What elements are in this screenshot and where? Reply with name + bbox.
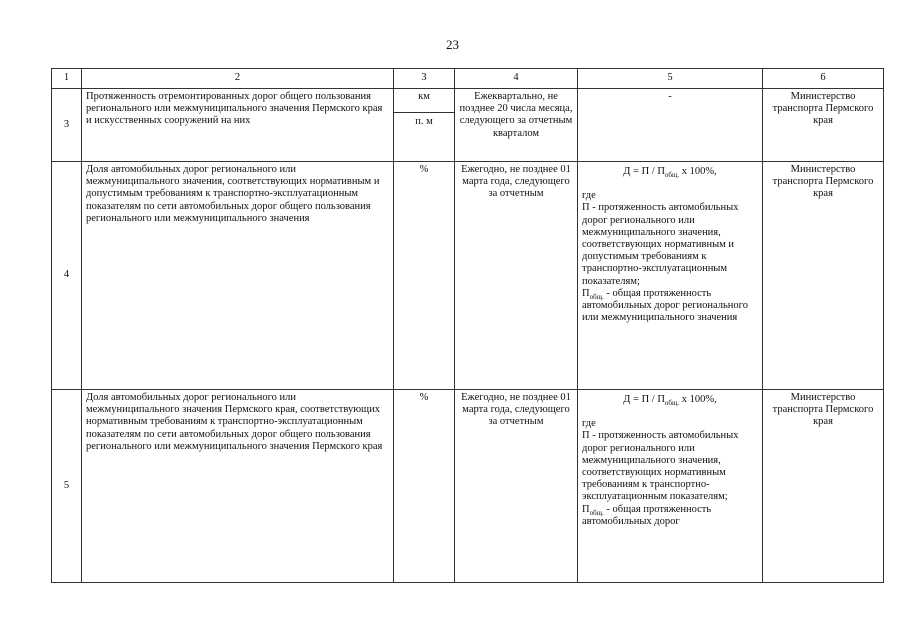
table-row xyxy=(52,89,884,162)
responsible-cell: Министерство транспорта Пермского края xyxy=(763,162,884,390)
period-cell: Ежеквартально, не позднее 20 числа месяца, следующего за отчетным кварталом xyxy=(455,89,578,162)
header-row xyxy=(52,69,884,89)
table-row xyxy=(52,390,884,583)
table-row xyxy=(52,162,884,390)
ptotal-definition: $П_{общ.}$ - общая протяженность автомобильных дорог регионального или межмуниципального значения xyxy=(582,287,748,324)
row-number: 3 xyxy=(52,89,82,162)
indicator-description: Протяженность отремонтированных дорог общего пользования регионального или межмуниципального значения Пермского края и искусственных сооружений на них xyxy=(82,89,394,162)
method-cell xyxy=(578,162,763,390)
formula: $Д = П / П_{общ.}$ x 100%, xyxy=(623,166,717,180)
unit-pm: п. м xyxy=(415,116,433,127)
method-cell xyxy=(578,390,763,583)
unit-cell: % xyxy=(394,390,455,583)
header-cell: 4 xyxy=(455,69,578,89)
formula: $Д = П / П_{общ.}$ x 100%, xyxy=(623,394,717,408)
page-number: 23 xyxy=(446,37,459,52)
header-cell: 2 xyxy=(82,69,394,89)
indicator-description: Доля автомобильных дорог регионального или межмуниципального значения, соответствующих нормативным и допустимым требованиям к транспортно-эксплуатационным показателям по сети автомобильных дорог общего пользования регионального или межмуниципального значения xyxy=(82,162,394,390)
header-cell: 3 xyxy=(394,69,455,89)
period-cell: Ежегодно, не позднее 01 марта года, следующего за отчетным xyxy=(455,162,578,390)
unit-cell: % xyxy=(394,162,455,390)
responsible-cell: Министерство транспорта Пермского края xyxy=(763,89,884,162)
ptotal-definition: $П_{общ.}$ - общая протяженность автомобильных дорог xyxy=(582,503,712,527)
indicators-table xyxy=(51,68,884,583)
period-cell: Ежегодно, не позднее 01 марта года, следующего за отчетным xyxy=(455,390,578,583)
row-number: 5 xyxy=(52,390,82,583)
header-cell: 1 xyxy=(52,69,82,89)
header-cell: 5 xyxy=(578,69,763,89)
row-number: 4 xyxy=(52,162,82,390)
responsible-cell: Министерство транспорта Пермского края xyxy=(763,390,884,583)
where-label: где xyxy=(582,190,596,202)
indicator-description: Доля автомобильных дорог регионального или межмуниципального значения Пермского края, соответствующих нормативным требованиям к транспортно-эксплуатационным показателям по сети автомобильных дорог общего пользования регионального или межмуниципального значения Пермского края xyxy=(82,390,394,583)
header-cell: 6 xyxy=(763,69,884,89)
p-definition: П - протяженность автомобильных дорог регионального или межмуниципального значения, соответствующих нормативным требованиям к транспортно-эксплуатационным показателям; xyxy=(582,430,739,503)
unit-km: км xyxy=(394,89,454,113)
unit-cell xyxy=(394,89,455,162)
p-definition: П - протяженность автомобильных дорог регионального или межмуниципального значения, соответствующих нормативным и допустимым требованиям к транспортно-эксплуатационным показателям; xyxy=(582,202,739,287)
where-label: где xyxy=(582,418,596,430)
method-cell: - xyxy=(578,89,763,162)
